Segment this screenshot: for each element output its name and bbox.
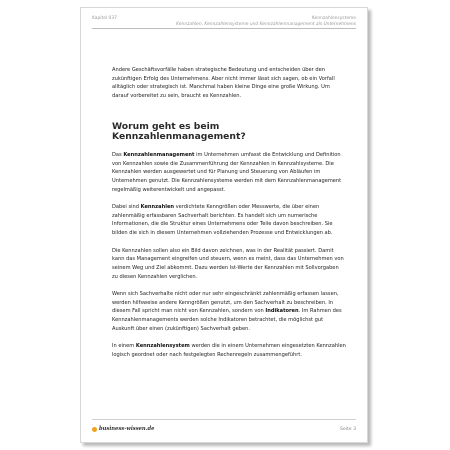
term-kennzahlenmanagement: Kennzahlenmanagement (123, 151, 195, 158)
page-number: Seite 3 (339, 427, 356, 432)
paragraph-3: Die Kennzahlen sollen also ein Bild davon zeichnen, was in der Realität passiert. Damit kann das Management eingreifen und steuern, wenn es meint, dass das Unternehmen von seinem Weg und Ziel abkommt. Dazu werden Ist-Werte der Kennzahlen mit Sollvorgaben zu diesen Kennzahlen verglichen. (112, 247, 344, 280)
term-kennzahlensystem: Kennzahlensystem (135, 343, 190, 350)
header-subtitle: Kennzahlen, Kennzahlensysteme und Kennzahlenmanagement als Unternehmens (176, 22, 356, 27)
footer-divider (92, 419, 356, 420)
term-indikatoren: Indikatoren (265, 308, 299, 315)
chapter-label: Kapitel 037 (92, 16, 117, 21)
page-body (112, 66, 346, 360)
page-header (92, 16, 356, 36)
logo-text: business-wissen.de (99, 426, 155, 432)
intro-paragraph: Andere Geschäftsvorfälle haben strategische Bedeutung und entscheiden über den zukünftigen Erfolg des Unternehmens. Aber nicht immer lässt sich sagen, ob ein Vorfall alltäglich oder strategisch ist. Manchmal haben kleine Dinge eine große Wirkung. Um darauf vorbereitet zu sein, braucht es Kennzahlen. (112, 67, 335, 100)
paragraph-5: In einem Kennzahlensystem werden die in einem Unternehmen eingesetzten Kennzahlen logisch geordnet oder nach festgelegten Rechenregeln zusammengeführt. (112, 343, 346, 358)
header-divider (92, 28, 356, 29)
paragraph-4: Wenn sich Sachverhalte nicht oder nur sehr eingeschränkt zahlenmäßig erfassen lassen, werden hilfsweise andere Kenngrößen genutzt, um den Sachverhalt zu beschreiben. In diesem Fall spricht man nicht von Kennzahlen, sondern von Indikatoren. Im Rahmen des Kennzahlenmanagements werden solche Indikatoren betrachtet, die möglichst gut Auskunft über einen (zukünftigen) Sachverhalt geben. (112, 291, 342, 332)
logo-dot-icon (92, 427, 97, 432)
paragraph-1: Das Kennzahlenmanagement im Unternehmen umfasst die Entwicklung und Definition von Kennzahlen sowie die Zusammenführung der Kennzahlen in Kennzahlsysteme. Die Kennzahlen werden ausgewertet und für Planung und Steuerung von Abläufen im Unternehmen genutzt. Die Kennzahlensysteme werden mit dem Kennzahlenmanagement regelmäßig weiterentwickelt und angepasst. (112, 151, 342, 193)
term-kennzahlen: Kennzahlen (140, 204, 175, 211)
paragraph-2: Dabei sind Kennzahlen verdichtete Kenngrößen oder Messwerte, die über einen zahlenmäßig erfassbaren Sachverhalt berichten. Es handelt sich um numerische Informationen, die die Struktur eines Unternehmens oder Teile davon beschreiben. Sie bilden die sich in diesem Unternehmen vollziehenden Prozesse und Entwicklungen ab. (112, 204, 333, 237)
brand-logo (92, 426, 154, 432)
section-heading: Worum geht es beim Kennzahlenmanagement? (112, 120, 246, 142)
header-title: Kennzahlensysteme (312, 16, 356, 21)
document-page (80, 7, 368, 443)
